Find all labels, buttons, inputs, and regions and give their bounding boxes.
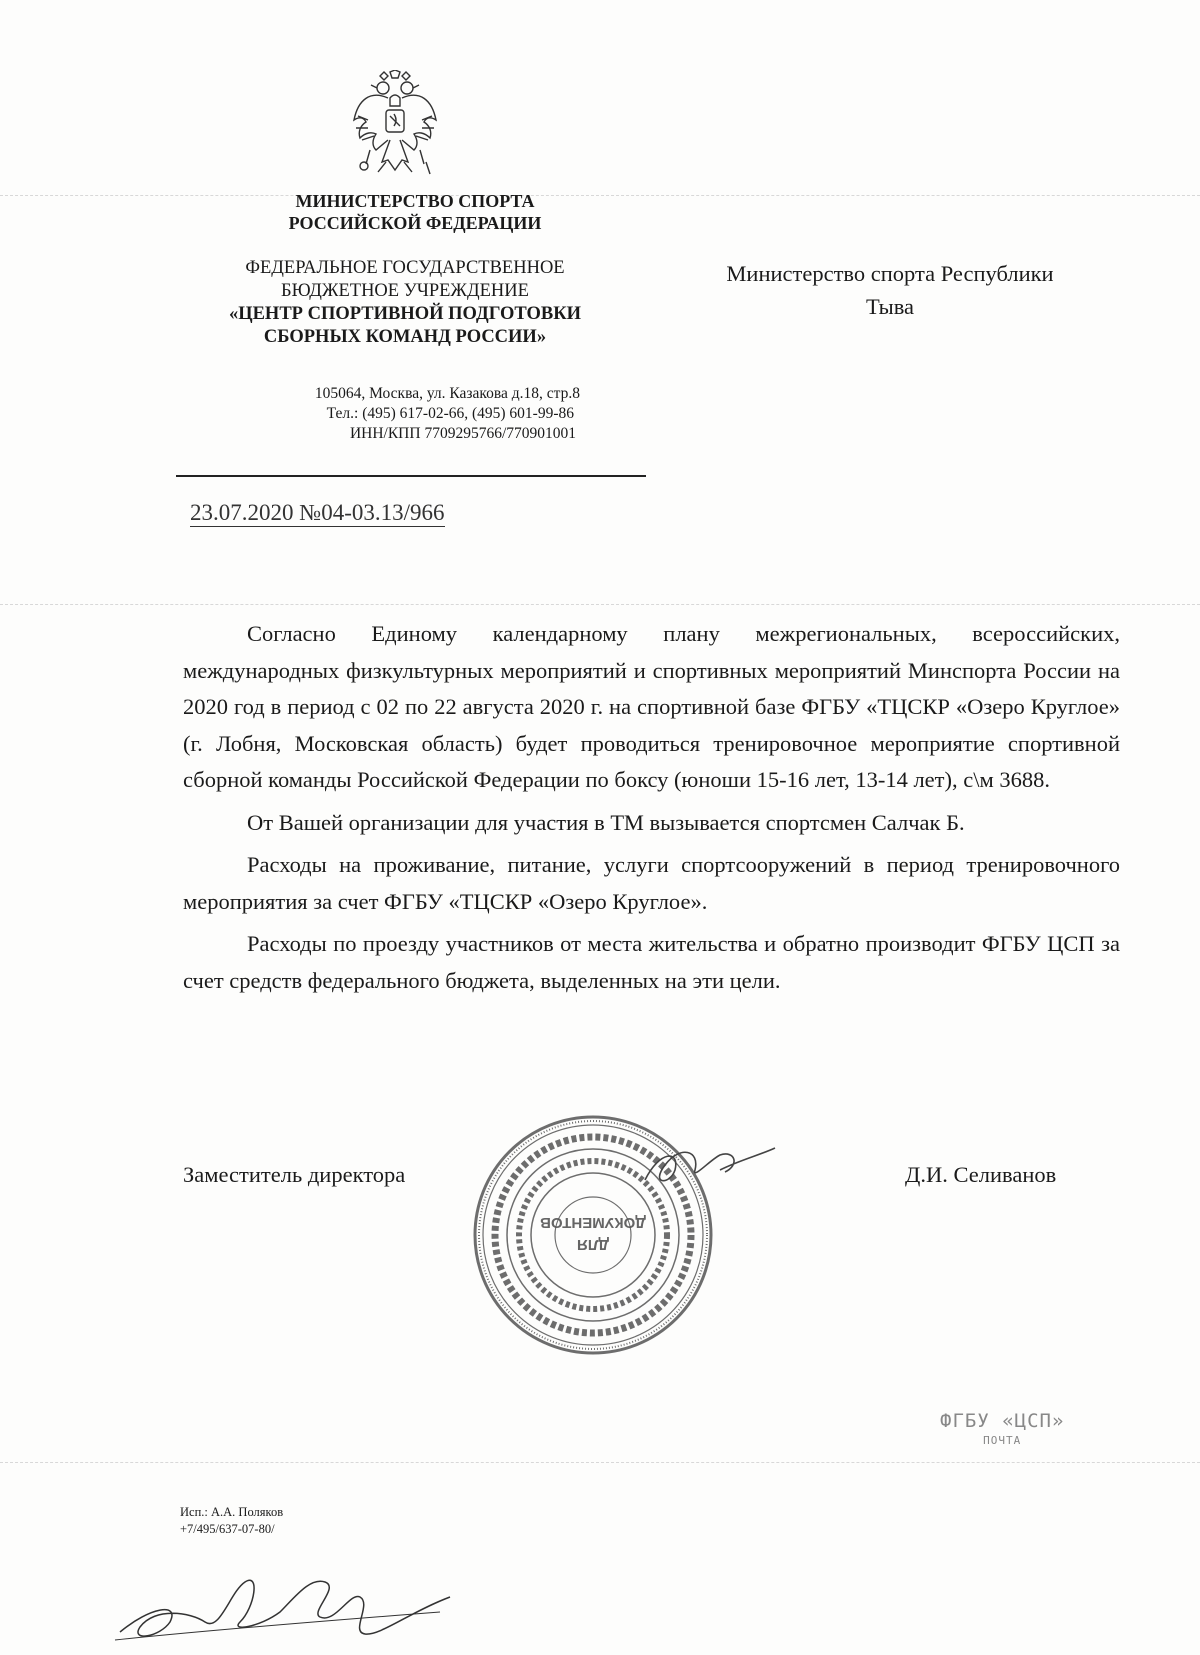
stamp-center-text: ДЛЯ xyxy=(577,1236,609,1253)
ministry-line: МИНИСТЕРСТВО СПОРТА xyxy=(295,191,535,211)
addressee-line: Тыва xyxy=(865,294,915,319)
scan-artifact-line xyxy=(0,604,1200,606)
signatory-title: Заместитель директора xyxy=(183,1162,406,1187)
body-paragraph: Расходы по проезду участников от места жительства и обратно производит ФГБУ ЦСП за счет средств федерального бюджета, выделенных на эти цели. xyxy=(183,931,1120,993)
phone-line: Тел.: (495) 617-02-66, (495) 601-99-86 xyxy=(326,405,574,422)
mail-postmark xyxy=(940,1410,1064,1447)
inn-line: ИНН/КПП 7709295766/770901001 xyxy=(349,425,576,442)
registration-date: 23.07. xyxy=(190,500,248,525)
address-line: 105064, Москва, ул. Казакова д.18, стр.8 xyxy=(314,385,580,402)
letter-body xyxy=(183,616,1120,1005)
director-signature xyxy=(640,1140,780,1200)
organization-line: СБОРНЫХ КОМАНД РОССИИ» xyxy=(263,327,547,347)
body-paragraph: Расходы на проживание, питание, услуги спортсооружений в период тренировочного мероприятия за счет ФГБУ «ТЦСКР «Озеро Круглое». xyxy=(183,852,1120,914)
ministry-name xyxy=(230,190,600,234)
registration-number xyxy=(190,500,445,526)
stamp-center-text: ДОКУМЕНТОВ xyxy=(540,1214,646,1231)
executor-phone: +7/495/637-07-80/ xyxy=(180,1522,275,1536)
executor-name: Исп.: А.А. Поляков xyxy=(180,1505,284,1519)
scan-artifact-line xyxy=(0,195,1200,197)
executor-info xyxy=(180,1504,283,1538)
organization-line: ФЕДЕРАЛЬНОЕ ГОСУДАРСТВЕННОЕ xyxy=(245,258,565,278)
organization-line: «ЦЕНТР СПОРТИВНОЙ ПОДГОТОВКИ xyxy=(228,304,582,324)
body-paragraph: От Вашей организации для участия в ТМ вызывается спортсмен Салчак Б. xyxy=(247,809,965,835)
addressee-line: Министерство спорта Республики xyxy=(726,261,1054,286)
organization-line: БЮДЖЕТНОЕ УЧРЕЖДЕНИЕ xyxy=(281,281,529,301)
scan-artifact-line xyxy=(0,1462,1200,1464)
signatory-name: Д.И. Селиванов xyxy=(905,1162,1057,1187)
coat-of-arms-icon xyxy=(350,70,440,180)
registration-index: 2020 №04-03.13/966 xyxy=(247,500,445,525)
postmark-org: ФГБУ «ЦСП» xyxy=(940,1410,1065,1432)
letterhead-divider xyxy=(176,475,646,477)
addressee xyxy=(660,257,1120,323)
organization-contacts xyxy=(230,384,610,444)
ministry-line: РОССИЙСКОЙ ФЕДЕРАЦИИ xyxy=(288,213,542,233)
postmark-label: ПОЧТА xyxy=(983,1434,1022,1447)
organization-name xyxy=(180,257,630,349)
executor-signature xyxy=(110,1552,460,1652)
body-paragraph: Согласно Единому календарному плану межрегиональных, всероссийских, международных физкультурных мероприятий и спортивных мероприятий Минспорта России на 2020 год в период с 02 по 22 августа 2020 г. на спортивной базе ФГБУ «ТЦСКР «Озеро Круглое» (г. Лобня, Московская область) будет проводиться тренировочное мероприятие спортивной сборной команды Российской Федерации по боксу (юноши 15-16 лет, 13-14 лет), с\м 3688. xyxy=(183,621,1120,792)
